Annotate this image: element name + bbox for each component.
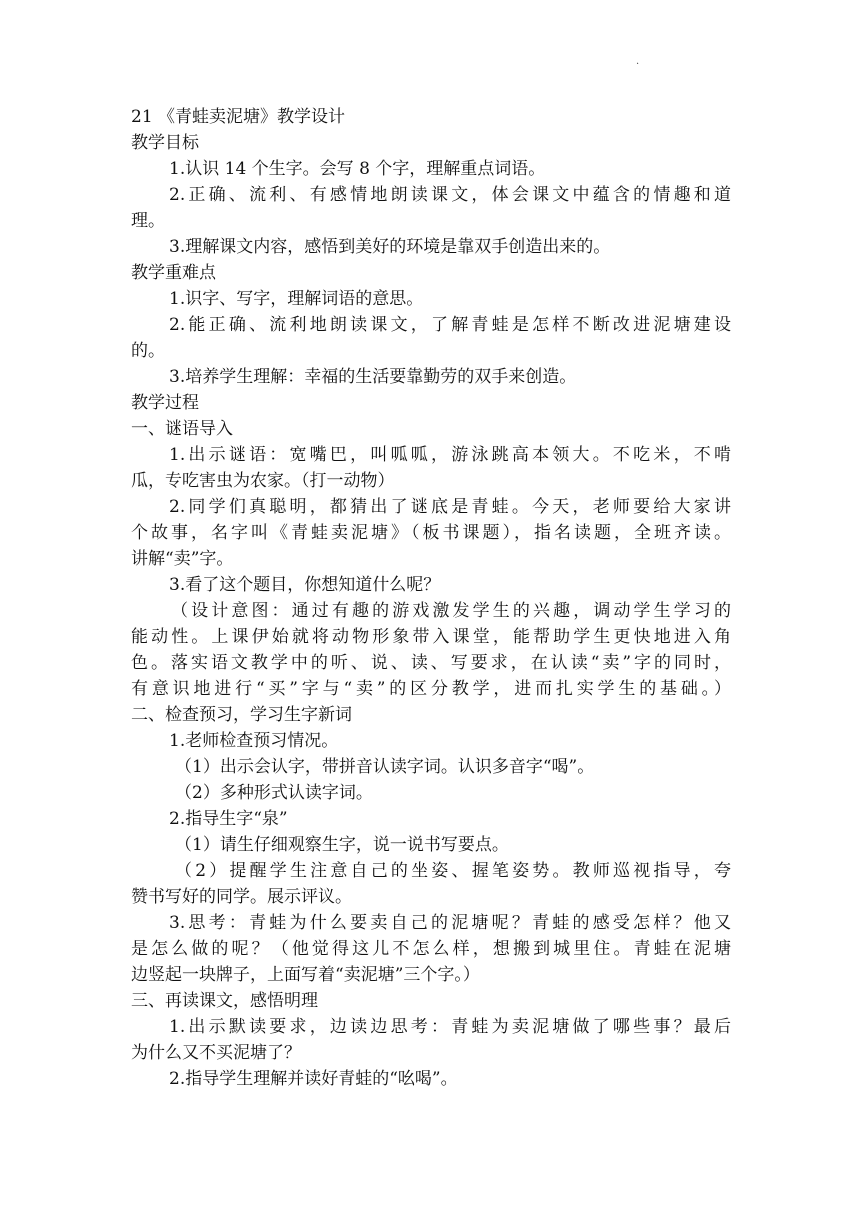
part2-step-2: 2.指导生字“泉” — [169, 809, 288, 829]
key-points-item-2-cont: 的。 — [131, 341, 165, 361]
part2-step-1-sub-2: （2）多种形式认读字词。 — [175, 783, 373, 803]
part1-intent-cont-3: 有意识地进行“买”字与“卖”的区分教学，进而扎实学生的基础。） — [131, 679, 731, 699]
key-points-item-3: 3.培养学生理解：幸福的生活要靠勤劳的双手来创造。 — [169, 367, 577, 387]
part1-heading: 一、谜语导入 — [131, 419, 233, 439]
part2-step-1-sub-1: （1）出示会认字，带拼音认读字词。认识多音字“喝”。 — [175, 757, 595, 777]
part2-step-1: 1.老师检查预习情况。 — [169, 731, 339, 751]
objectives-heading: 教学目标 — [131, 133, 199, 153]
part1-intent-cont-1: 能动性。上课伊始就将动物形象带入课堂，能帮助学生更快地进入角 — [131, 627, 731, 647]
document-body — [131, 104, 731, 1092]
page-marker: · — [636, 59, 640, 70]
part2-step-2-sub-1: （1）请生仔细观察生字，说一说书写要点。 — [175, 835, 509, 855]
key-points-item-2: 2.能正确、流利地朗读课文，了解青蛙是怎样不断改进泥塘建设 — [169, 315, 731, 335]
part1-step-2: 2.同学们真聪明，都猜出了谜底是青蛙。今天，老师要给大家讲 — [169, 497, 731, 517]
part3-step-1-cont: 为什么又不买泥塘了？ — [131, 1043, 301, 1063]
part1-intent-cont-2: 色。落实语文教学中的听、说、读、写要求，在认读“卖”字的同时， — [131, 653, 731, 673]
part2-step-2-sub-2-cont: 赞书写好的同学。展示评议。 — [131, 887, 352, 907]
objectives-item-3: 3.理解课文内容，感悟到美好的环境是靠双手创造出来的。 — [169, 237, 611, 257]
part2-step-2-sub-2: （2）提醒学生注意自己的坐姿、握笔姿势。教师巡视指导，夸 — [175, 861, 731, 881]
objectives-item-2-cont: 理。 — [131, 211, 165, 231]
part2-step-3: 3.思考：青蛙为什么要卖自己的泥塘呢？青蛙的感受怎样？他又 — [169, 913, 731, 933]
objectives-item-2: 2.正确、流利、有感情地朗读课文，体会课文中蕴含的情趣和道 — [169, 185, 731, 205]
part1-step-3: 3.看了这个题目，你想知道什么呢？ — [169, 575, 441, 595]
part1-step-1: 1.出示谜语：宽嘴巴，叫呱呱，游泳跳高本领大。不吃米，不啃 — [169, 445, 731, 465]
part2-step-3-cont-1: 是怎么做的呢？（他觉得这儿不怎么样，想搬到城里住。青蛙在泥塘 — [131, 939, 731, 959]
part2-heading: 二、检查预习，学习生字新词 — [131, 705, 352, 725]
part3-step-2: 2.指导学生理解并读好青蛙的“吆喝”。 — [169, 1069, 458, 1089]
key-points-item-1: 1.识字、写字，理解词语的意思。 — [169, 289, 424, 309]
objectives-item-1: 1.认识 14 个生字。会写 8 个字，理解重点词语。 — [169, 159, 546, 179]
part3-step-1: 1.出示默读要求，边读边思考：青蛙为卖泥塘做了哪些事？最后 — [169, 1017, 731, 1037]
part1-step-1-cont: 瓜，专吃害虫为农家。（打一动物） — [131, 471, 395, 491]
part1-step-2-end: 讲解“卖”字。 — [131, 549, 234, 569]
part3-heading: 三、再读课文，感悟明理 — [131, 991, 318, 1011]
part2-step-3-cont-2: 边竖起一块牌子，上面写着“卖泥塘”三个字。） — [131, 965, 480, 985]
part1-intent: （设计意图：通过有趣的游戏激发学生的兴趣，调动学生学习的 — [171, 601, 731, 621]
process-heading: 教学过程 — [131, 393, 199, 413]
key-points-heading: 教学重难点 — [131, 263, 216, 283]
part1-step-2-cont: 个故事，名字叫《青蛙卖泥塘》（板书课题），指名读题，全班齐读。 — [131, 523, 731, 543]
document-title: 21 《青蛙卖泥塘》教学设计 — [131, 107, 346, 127]
